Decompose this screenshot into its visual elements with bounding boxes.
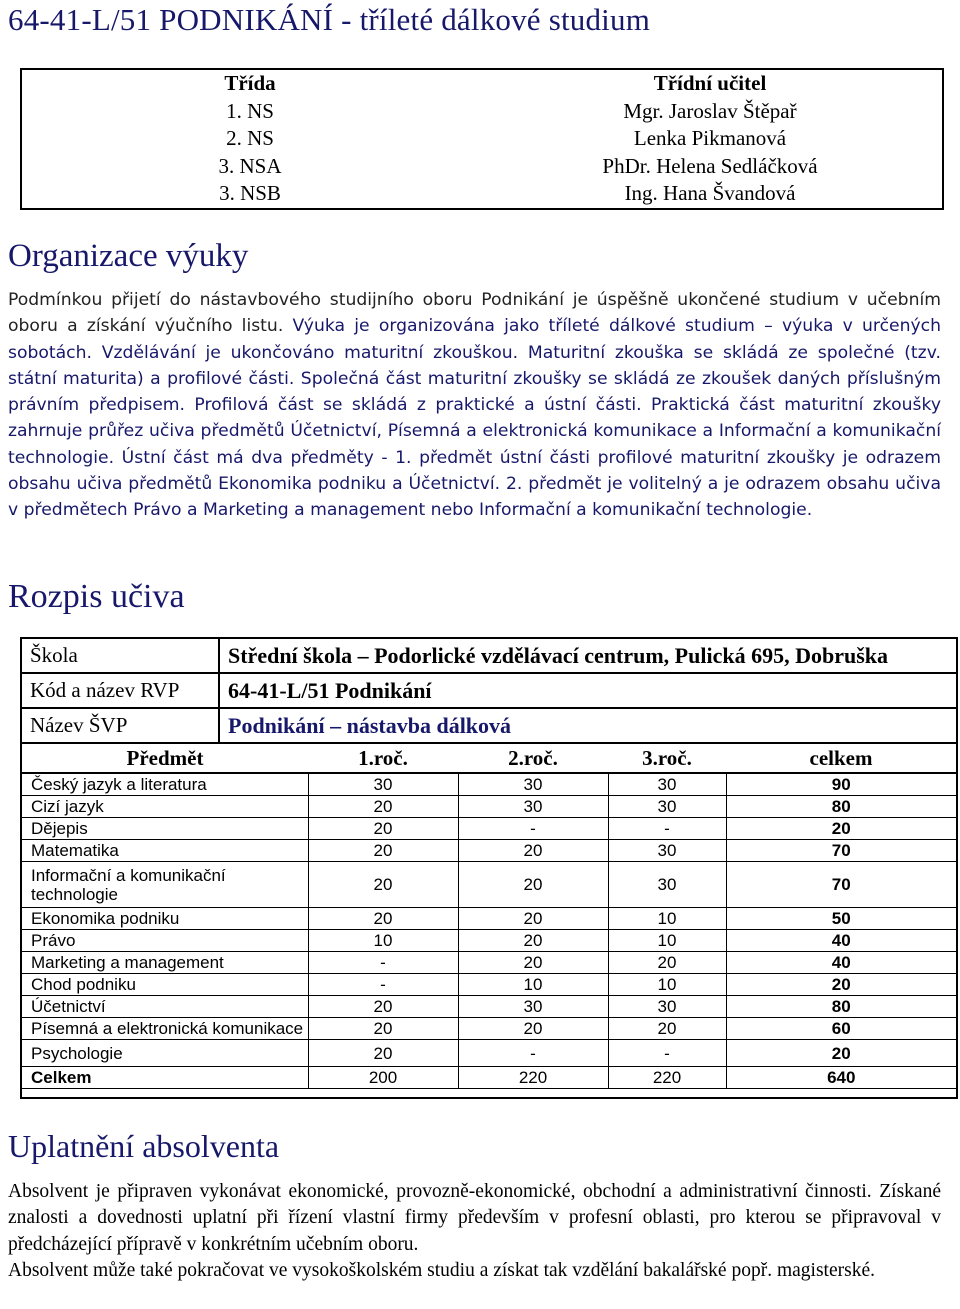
info-value: Střední škola – Podorlické vzdělávací centrum, Pulická 695, Dobruška <box>219 639 956 673</box>
total-hours: 40 <box>726 930 956 952</box>
graduate-heading: Uplatnění absolventa <box>8 1128 280 1164</box>
subject-row <box>22 930 956 952</box>
org-sentence: Ústní část má dva předměty - 1. předmět ústní části profilové maturitní zkoušky je odrazem obsahu učiva předmětů Ekonomika podniku a Účetnictví. <box>8 447 941 495</box>
teacher-cell: Lenka Pikmanová <box>633 126 787 150</box>
column-header-year1: 1.roč. <box>308 744 458 773</box>
organization-text <box>8 287 941 524</box>
subject-row <box>22 1018 956 1040</box>
year1-hours: 10 <box>308 930 458 952</box>
subject-name: Psychologie <box>22 1040 308 1067</box>
year3-hours: 30 <box>608 862 726 908</box>
year1-hours: 20 <box>308 1018 458 1040</box>
year2-hours: 30 <box>458 996 608 1018</box>
year2-hours: 10 <box>458 974 608 996</box>
subject-row <box>22 974 956 996</box>
year3-hours: 10 <box>608 974 726 996</box>
total-row <box>22 1067 956 1089</box>
class-teachers-table <box>20 68 944 210</box>
year2-hours: 20 <box>458 840 608 862</box>
total-sum: 640 <box>726 1067 956 1089</box>
year1-hours: 20 <box>308 840 458 862</box>
subject-name: Ekonomika podniku <box>22 908 308 930</box>
total-year3: 220 <box>608 1067 726 1089</box>
subjects-header-row <box>22 744 956 773</box>
class-cell: 3. NSB <box>219 181 281 205</box>
subject-row <box>22 818 956 840</box>
curriculum-heading: Rozpis učiva <box>8 578 185 615</box>
year3-hours: 30 <box>608 796 726 818</box>
year3-hours: - <box>608 818 726 840</box>
subject-name: Informační a komunikační technologie <box>22 862 308 908</box>
graduate-paragraph: Absolvent může také pokračovat ve vysokoškolském studiu a získat tak vzdělání bakalářské popř. magisterské. <box>8 1260 875 1282</box>
org-sentence: Výuka je organizována jako tříleté dálkové studium – výuka v určených sobotách. <box>8 316 941 363</box>
teacher-cell: Ing. Hana Švandová <box>624 181 796 205</box>
year2-hours: - <box>458 818 608 840</box>
year3-hours: 30 <box>608 840 726 862</box>
info-label: Kód a název RVP <box>22 673 219 708</box>
year3-hours: 20 <box>608 1018 726 1040</box>
column-header-teacher: Třídní učitel <box>653 71 767 95</box>
year1-hours: 20 <box>308 996 458 1018</box>
total-hours: 90 <box>726 773 956 796</box>
info-label: Škola <box>22 639 219 673</box>
column-header-total: celkem <box>726 744 956 773</box>
subject-name: Český jazyk a literatura <box>22 773 308 796</box>
column-header-class: Třída <box>224 71 276 95</box>
total-hours: 60 <box>726 1018 956 1040</box>
year1-hours: - <box>308 974 458 996</box>
total-hours: 70 <box>726 840 956 862</box>
org-sentence: Profilová část se skládá z praktické a ústní části. <box>194 395 642 416</box>
year2-hours: - <box>458 1040 608 1067</box>
total-hours: 80 <box>726 796 956 818</box>
subject-row <box>22 952 956 974</box>
class-cell: 3. NSA <box>218 153 282 178</box>
year1-hours: 20 <box>308 908 458 930</box>
year3-hours: 20 <box>608 952 726 974</box>
total-hours: 80 <box>726 996 956 1018</box>
year2-hours: 20 <box>458 862 608 908</box>
year2-hours: 30 <box>458 773 608 796</box>
org-sentence: 2. předmět je volitelný a je odrazem obsahu učiva v předmětech Právo a Marketing a management nebo Informační a komunikační technologie. <box>8 474 941 521</box>
info-value: 64-41-L/51 Podnikání <box>219 673 956 708</box>
teacher-cell: PhDr. Helena Sedláčková <box>602 153 818 178</box>
subject-name: Chod podniku <box>22 974 308 996</box>
year1-hours: 20 <box>308 862 458 908</box>
subject-name: Marketing a management <box>22 952 308 974</box>
total-label: Celkem <box>22 1067 308 1089</box>
graduate-text <box>8 1179 941 1285</box>
total-hours: 20 <box>726 974 956 996</box>
curriculum-table <box>20 637 958 1099</box>
info-value: Podnikání – nástavba dálková <box>219 708 956 743</box>
table-row <box>22 125 942 153</box>
year1-hours: 20 <box>308 818 458 840</box>
year3-hours: 30 <box>608 773 726 796</box>
year2-hours: 20 <box>458 908 608 930</box>
column-header-subject: Předmět <box>22 744 308 773</box>
table-row <box>22 180 942 208</box>
graduate-paragraph: Absolvent je připraven vykonávat ekonomické, provozně-ekonomické, obchodní a administrativní činnosti. Získané znalosti a dovednosti uplatní při řízení vlastní firmy především v profesní oblasti, pro kterou se připravoval v předcházející přípravě v konkrétním učebním oboru. <box>8 1181 941 1255</box>
total-year1: 200 <box>308 1067 458 1089</box>
page-title: 64-41-L/51 PODNIKÁNÍ - tříleté dálkové studium <box>8 2 651 37</box>
year2-hours: 30 <box>458 796 608 818</box>
total-hours: 50 <box>726 908 956 930</box>
subject-row <box>22 773 956 796</box>
subject-name: Cizí jazyk <box>22 796 308 818</box>
subjects-body <box>22 773 956 1067</box>
total-hours: 70 <box>726 862 956 908</box>
organization-heading: Organizace výuky <box>8 238 249 274</box>
class-cell: 1. NS <box>226 98 274 123</box>
subject-row <box>22 862 956 908</box>
teacher-cell: Mgr. Jaroslav Štěpař <box>623 98 797 123</box>
total-hours: 40 <box>726 952 956 974</box>
subject-name: Dějepis <box>22 818 308 840</box>
total-hours: 20 <box>726 818 956 840</box>
total-year2: 220 <box>458 1067 608 1089</box>
subject-name: Účetnictví <box>22 996 308 1018</box>
year1-hours: 20 <box>308 796 458 818</box>
year3-hours: - <box>608 1040 726 1067</box>
info-label: Název ŠVP <box>22 708 219 743</box>
year3-hours: 30 <box>608 996 726 1018</box>
info-row-svp <box>22 708 956 743</box>
subject-name: Matematika <box>22 840 308 862</box>
info-row-rvp <box>22 673 956 708</box>
subject-row <box>22 996 956 1018</box>
column-header-year2: 2.roč. <box>458 744 608 773</box>
subject-name: Písemná a elektronická komunikace <box>22 1018 308 1040</box>
year1-hours: - <box>308 952 458 974</box>
column-header-year3: 3.roč. <box>608 744 726 773</box>
subject-row <box>22 840 956 862</box>
subject-name: Právo <box>22 930 308 952</box>
table-row <box>22 98 942 126</box>
year3-hours: 10 <box>608 930 726 952</box>
year1-hours: 30 <box>308 773 458 796</box>
subject-row <box>22 796 956 818</box>
org-sentence: Vzdělávání je ukončováno maturitní zkouškou. <box>101 342 519 363</box>
year3-hours: 10 <box>608 908 726 930</box>
org-sentence: Společná část maturitní zkoušky se skládá ze zkoušek daných příslušným právním předpisem. <box>8 368 942 416</box>
year2-hours: 20 <box>458 952 608 974</box>
year1-hours: 20 <box>308 1040 458 1067</box>
total-hours: 20 <box>726 1040 956 1067</box>
year2-hours: 20 <box>458 1018 608 1040</box>
org-sentence: Maturitní zkouška se skládá ze společné (tzv. státní maturita) a profilové části. <box>8 342 941 389</box>
subject-row <box>22 908 956 930</box>
table-header-row <box>22 70 942 98</box>
class-cell: 2. NS <box>226 126 274 150</box>
info-row-school <box>22 639 956 673</box>
subject-row <box>22 1040 956 1067</box>
year2-hours: 20 <box>458 930 608 952</box>
table-row <box>22 153 942 181</box>
org-sentence: Praktická část maturitní zkoušky zahrnuje průřez učiva předmětů Účetnictví, Písemná a elektronická komunikace a Informační a komunikační technologie. <box>8 395 941 468</box>
org-sentence: Podmínkou přijetí do nástavbového studijního oboru Podnikání je úspěšně ukončené studium v učebním oboru a získání výučního listu. <box>8 290 941 337</box>
